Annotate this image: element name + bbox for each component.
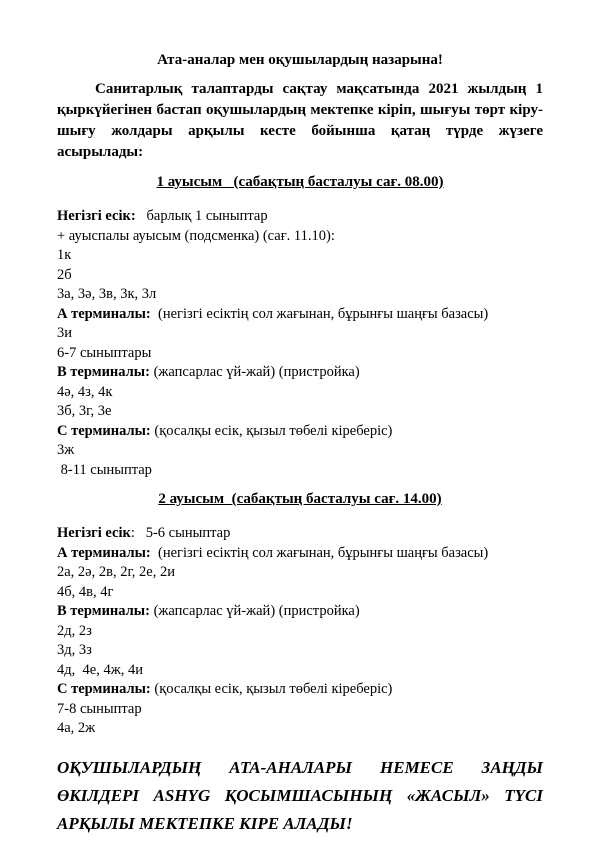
schedule-line-terminal-c [57, 680, 543, 700]
schedule-line [57, 622, 543, 642]
schedule-line-text: 1к [57, 247, 72, 263]
schedule-line-text: 3б, 3г, 3е [57, 403, 112, 419]
page-title: Ата-аналар мен оқушылардың назарына! [157, 52, 443, 68]
schedule-line-text: + ауыспалы ауысым (подсменка) (сағ. 11.10): [57, 227, 335, 244]
schedule-line-text: 4б, 4в, 4г [57, 583, 114, 600]
schedule-line-terminal-a [57, 544, 543, 564]
entrance-label: А терминалы: [57, 544, 151, 561]
schedule-line-text: 8-11 сыныптар [57, 461, 152, 478]
schedule-line [57, 246, 543, 266]
schedule-line-text: (қосалқы есік, қызыл төбелі кіреберіс) [150, 422, 393, 439]
schedule-line [57, 719, 543, 739]
entrance-label: С терминалы: [57, 681, 151, 697]
schedule-line [57, 700, 543, 720]
entrance-label: В терминалы: [57, 603, 150, 619]
schedule-line [57, 383, 543, 403]
shift-1-heading: 1 ауысым (сабақтың басталуы сағ. 08.00) [156, 174, 444, 190]
schedule-line-text: 2д, 2з [57, 622, 92, 639]
schedule-line [57, 324, 543, 344]
schedule-line-text: 4а, 2ж [57, 720, 96, 736]
schedule-line [57, 641, 543, 661]
schedule-line [57, 402, 543, 422]
schedule-line [57, 344, 543, 364]
schedule-line [57, 583, 543, 603]
schedule-line-terminal-b [57, 363, 543, 383]
shift-1-schedule [57, 207, 543, 480]
schedule-line-text: : 5-6 сыныптар [130, 525, 231, 541]
schedule-line-terminal-a [57, 305, 543, 325]
footer-notice: ОҚУШЫЛАРДЫҢ АТА-АНАЛАРЫ НЕМЕСЕ ЗАҢДЫ ӨКІЛДЕРІ ASHYG ҚОСЫМШАСЫНЫҢ «ЖАСЫЛ» ТҮСІ АРҚЫЛЫ МЕКТЕПКЕ КІРЕ АЛАДЫ! [57, 757, 543, 833]
schedule-line-text: (жапсарлас үй-жай) (пристройка) [149, 603, 360, 619]
schedule-line [57, 285, 543, 305]
schedule-line-text: (негізгі есіктің сол жағынан, бұрынғы шаңғы базасы) [150, 305, 489, 322]
schedule-line-text: 2б [57, 266, 72, 283]
shift-2-schedule [57, 524, 543, 739]
schedule-line [57, 563, 543, 583]
intro-paragraph: Санитарлық талаптарды сақтау мақсатында 2021 жылдың 1 қыркүйегінен бастап оқушылардың мектепке кіріп, шығуы төрт кіру-шығу жолдары арқылы кесте бойынша қатаң түрде жүзеге асырылады: [57, 81, 547, 160]
schedule-line-text: 3ж [57, 442, 75, 458]
entrance-label: С терминалы: [57, 422, 151, 439]
schedule-line-main-door [57, 524, 543, 544]
schedule-line-text: барлық 1 сыныптар [135, 208, 268, 224]
schedule-line [57, 461, 543, 481]
schedule-line-text: 3а, 3ә, 3в, 3к, 3л [57, 286, 157, 302]
schedule-line [57, 661, 543, 681]
schedule-line-terminal-b [57, 602, 543, 622]
schedule-line-terminal-c [57, 422, 543, 442]
schedule-line-text: (жапсарлас үй-жай) (пристройка) [149, 364, 360, 380]
schedule-line-text: (қосалқы есік, қызыл төбелі кіреберіс) [150, 681, 393, 697]
shift-2-heading: 2 ауысым (сабақтың басталуы сағ. 14.00) [158, 491, 442, 507]
schedule-line [57, 227, 543, 247]
schedule-line-text: 4д, 4е, 4ж, 4и [57, 661, 143, 678]
entrance-label: Негізгі есік: [57, 208, 136, 224]
schedule-line-text: 6-7 сыныптары [57, 344, 152, 361]
entrance-label: Негізгі есік [57, 525, 131, 541]
schedule-line-text: 2а, 2ә, 2в, 2г, 2е, 2и [57, 564, 175, 580]
schedule-line-main-door [57, 207, 543, 227]
schedule-line-text: 4ә, 4з, 4к [57, 383, 113, 400]
schedule-line-text: (негізгі есіктің сол жағынан, бұрынғы шаңғы базасы) [150, 544, 489, 561]
schedule-line [57, 266, 543, 286]
entrance-label: А терминалы: [57, 305, 151, 322]
schedule-line-text: 3д, 3з [57, 642, 92, 658]
schedule-line [57, 441, 543, 461]
schedule-line-text: 7-8 сыныптар [57, 700, 142, 717]
schedule-line-text: 3и [57, 325, 73, 341]
entrance-label: В терминалы: [57, 364, 150, 380]
